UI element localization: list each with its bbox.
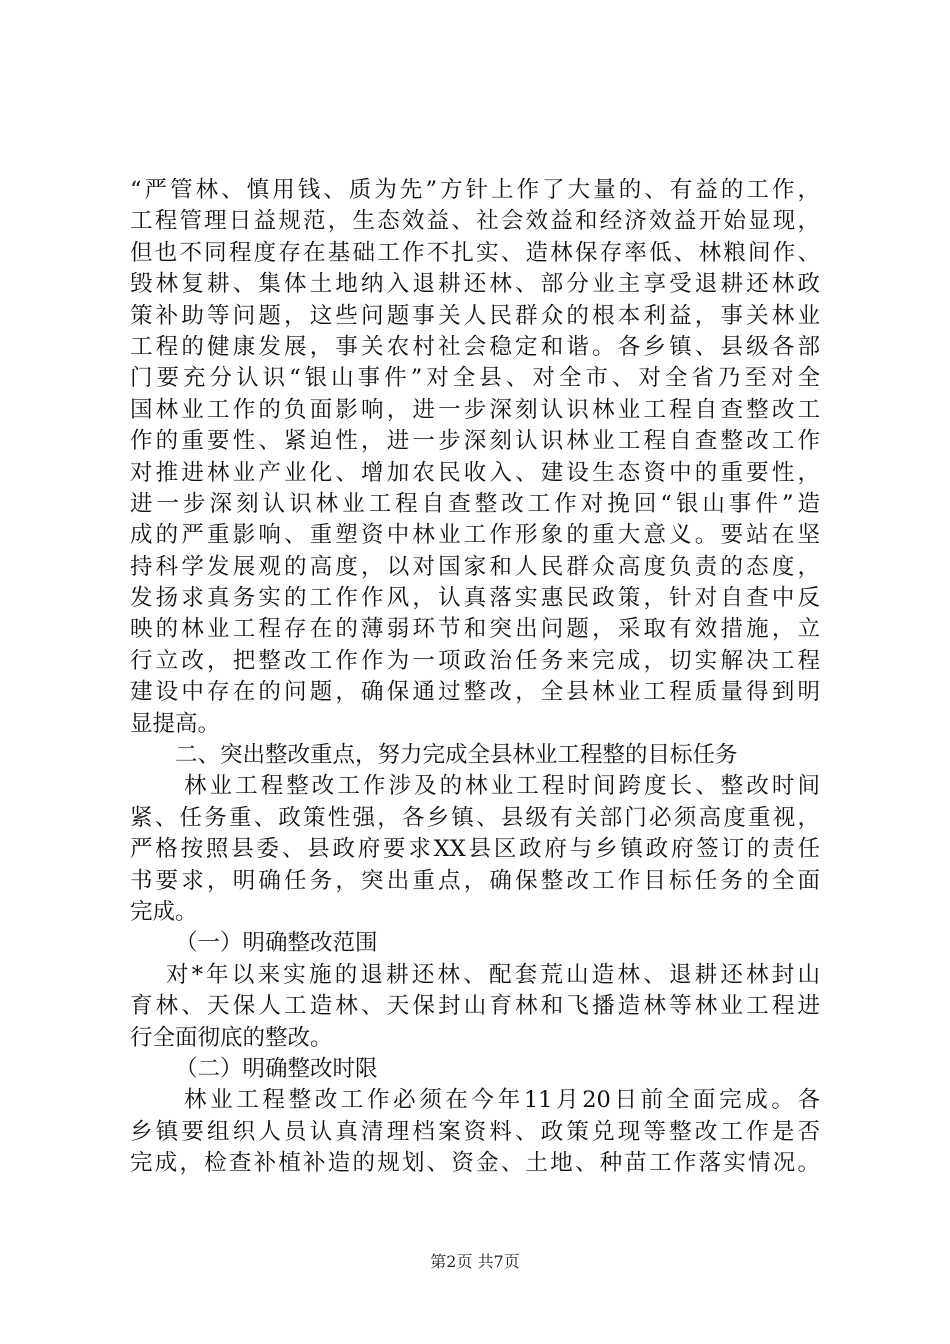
subsection-heading: （二）明确整改时限 (175, 1055, 378, 1082)
text-line: 完成，检查补植补造的规划、资金、土地、种苗工作落实情况。 (130, 1150, 820, 1177)
text-line: 书要求，明确任务，突出重点，确保整改工作目标任务的全面 (130, 867, 820, 894)
text-line: 林业工程整改工作必须在今年11月20日前全面完成。各 (184, 1087, 820, 1114)
text-line: 工程管理日益规范，生态效益、社会效益和经济效益开始显现， (130, 208, 820, 235)
text-line: 毁林复耕、集体土地纳入退耕还林、部分业主享受退耕还林政 (130, 271, 820, 298)
text-line: 策补助等问题，这些问题事关人民群众的根本利益，事关林业 (130, 302, 820, 329)
text-line: “严管林、慎用钱、质为先”方针上作了大量的、有益的工作， (130, 177, 820, 203)
text-line: 进一步深刻认识林业工程自查整改工作对挽回“银山事件”造 (130, 490, 820, 517)
text-line: 发扬求真务实的工作作风，认真落实惠民政策，针对自查中反 (130, 585, 820, 612)
text-line: 作的重要性、紧迫性，进一步深刻认识林业工程自查整改工作 (130, 428, 820, 455)
text-line: 映的林业工程存在的薄弱环节和突出问题，采取有效措施，立 (130, 616, 820, 643)
text-line: 育林、天保人工造林、天保封山育林和飞播造林等林业工程进 (130, 993, 820, 1020)
text-line: 行立改，把整改工作作为一项政治任务来完成，切实解决工程 (130, 647, 820, 674)
text-line: 完成。 (130, 898, 198, 925)
text-line: 显提高。 (130, 710, 221, 737)
body-text (130, 175, 820, 1180)
text-line: 紧、任务重、政策性强，各乡镇、县级有关部门必须高度重视， (130, 804, 820, 831)
text-line: 乡镇要组织人员认真清理档案资料、政策兑现等整改工作是否 (130, 1118, 820, 1145)
page-number: 第2页 共7页 (430, 1252, 520, 1271)
text-line: 对*年以来实施的退耕还林、配套荒山造林、退耕还林封山 (166, 961, 820, 988)
text-line: 但也不同程度存在基础工作不扎实、造林保存率低、林粮间作、 (130, 239, 820, 266)
text-line: 国林业工作的负面影响，进一步深刻认识林业工程自查整改工 (130, 396, 820, 423)
text-line: 持科学发展观的高度，以对国家和人民群众高度负责的态度， (130, 553, 820, 580)
text-line: 林业工程整改工作涉及的林业工程时间跨度长、整改时间 (184, 773, 820, 800)
text-line: 工程的健康发展，事关农村社会稳定和谐。各乡镇、县级各部 (130, 333, 820, 360)
text-line: 成的严重影响、重塑资中林业工作形象的重大意义。要站在坚 (130, 522, 820, 549)
text-line: 严格按照县委、县政府要求XX县区政府与乡镇政府签订的责任 (130, 836, 820, 863)
text-line: 建设中存在的问题，确保通过整改，全县林业工程质量得到明 (130, 679, 820, 706)
section-heading: 二、突出整改重点，努力完成全县林业工程整的目标任务 (175, 742, 738, 769)
subsection-heading: （一）明确整改范围 (175, 930, 378, 957)
text-line: 门要充分认识“银山事件”对全县、对全市、对全省乃至对全 (130, 365, 820, 392)
text-line: 行全面彻底的整改。 (130, 1024, 333, 1051)
page-footer (0, 1252, 950, 1272)
text-line: 对推进林业产业化、增加农民收入、建设生态资中的重要性， (130, 459, 820, 486)
